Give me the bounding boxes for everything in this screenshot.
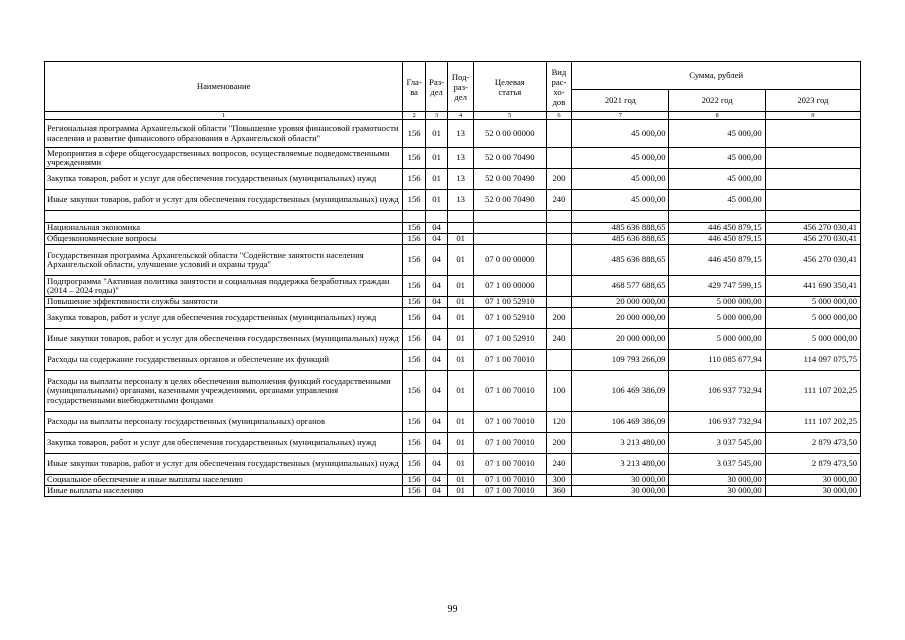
row-glava-cell: 156 [403,454,426,475]
row-2022-amount: 5 000 000,00 [669,308,765,329]
row-vid-cell [546,276,572,297]
row-2021-amount: 3 213 480,00 [572,433,669,454]
row-2023-amount [765,169,860,190]
row-2022-amount: 110 085 677,94 [669,350,765,371]
header-podrazdel-text: Под- раз- дел [451,71,470,102]
table-row [45,329,861,350]
row-target-cell: 07 1 00 70010 [473,371,546,412]
header-podrazdel [448,62,474,112]
column-number: 2 [403,112,426,120]
row-podrazdel-cell: 13 [448,169,474,190]
row-target-cell: 07 0 00 00000 [473,245,546,276]
row-podrazdel-cell: 01 [448,433,474,454]
row-name-cell: Подпрограмма "Активная политика занятости и социальная поддержка безработных граждан (2014 – 2024 годы)" [45,276,403,297]
column-number-row [45,112,861,120]
row-name-cell: Иные закупки товаров, работ и услуг для обеспечения государственных (муниципальных) нужд [45,190,403,211]
row-razdel-cell: 04 [425,329,448,350]
row-2022-amount: 5 000 000,00 [669,297,765,308]
row-razdel-cell: 04 [425,308,448,329]
table-row [45,475,861,486]
row-razdel-cell: 04 [425,412,448,433]
row-name-cell: Повышение эффективности службы занятости [45,297,403,308]
budget-table-page [44,61,861,497]
row-vid-cell: 100 [546,371,572,412]
row-2021-amount: 485 636 888,65 [572,223,669,234]
row-2023-amount [765,190,860,211]
row-2023-amount: 456 270 030,41 [765,223,860,234]
row-glava-cell [403,211,426,223]
row-2021-amount: 468 577 688,65 [572,276,669,297]
row-vid-cell: 300 [546,475,572,486]
header-target [473,62,546,112]
header-vid-text: Вид рас- хо- дов [551,66,567,107]
row-vid-cell: 120 [546,412,572,433]
row-glava-cell: 156 [403,371,426,412]
row-razdel-cell: 04 [425,276,448,297]
row-glava-cell: 156 [403,276,426,297]
row-vid-cell: 200 [546,308,572,329]
row-2022-amount: 45 000,00 [669,148,765,169]
row-podrazdel-cell: 01 [448,412,474,433]
row-2023-amount: 441 690 350,41 [765,276,860,297]
row-name-cell: Закупка товаров, работ и услуг для обеспечения государственных (муниципальных) нужд [45,308,403,329]
row-2021-amount: 106 469 386,09 [572,371,669,412]
row-glava-cell: 156 [403,223,426,234]
row-2023-amount [765,120,860,148]
row-name-cell: Закупка товаров, работ и услуг для обеспечения государственных (муниципальных) нужд [45,169,403,190]
row-razdel-cell: 01 [425,120,448,148]
table-row [45,412,861,433]
row-vid-cell [546,120,572,148]
row-razdel-cell: 04 [425,245,448,276]
column-number: 4 [448,112,474,120]
table-row [45,486,861,497]
row-podrazdel-cell: 01 [448,454,474,475]
row-2021-amount [572,211,669,223]
row-target-cell: 07 1 00 70010 [473,486,546,497]
row-glava-cell: 156 [403,245,426,276]
row-vid-cell [546,211,572,223]
row-2023-amount: 2 879 473,50 [765,454,860,475]
row-target-cell: 07 1 00 70010 [473,433,546,454]
row-vid-cell: 200 [546,169,572,190]
row-podrazdel-cell: 01 [448,371,474,412]
row-2022-amount [669,211,765,223]
header-sum: Сумма, рублей [572,62,861,90]
column-number: 7 [572,112,669,120]
row-2022-amount: 45 000,00 [669,120,765,148]
row-2023-amount: 111 107 202,25 [765,371,860,412]
table-row [45,190,861,211]
row-target-cell: 07 1 00 52910 [473,297,546,308]
row-2021-amount: 485 636 888,65 [572,245,669,276]
row-2023-amount [765,211,860,223]
column-number: 9 [765,112,860,120]
row-podrazdel-cell: 13 [448,120,474,148]
row-target-cell: 07 1 00 70010 [473,412,546,433]
row-2023-amount: 5 000 000,00 [765,297,860,308]
row-2021-amount: 20 000 000,00 [572,308,669,329]
table-row [45,433,861,454]
row-podrazdel-cell: 01 [448,276,474,297]
row-name-cell [45,211,403,223]
table-row [45,120,861,148]
row-2021-amount: 45 000,00 [572,190,669,211]
row-glava-cell: 156 [403,412,426,433]
row-razdel-cell: 04 [425,433,448,454]
header-vid [546,62,572,112]
row-name-cell: Региональная программа Архангельской области "Повышение уровня финансовой грамотности населения и развитие финансового образования в Архангельской области" [45,120,403,148]
row-glava-cell: 156 [403,433,426,454]
row-glava-cell: 156 [403,120,426,148]
row-vid-cell: 200 [546,433,572,454]
table-row [45,211,861,223]
row-vid-cell [546,245,572,276]
row-2022-amount: 446 450 879,15 [669,234,765,245]
row-razdel-cell: 04 [425,454,448,475]
row-razdel-cell: 04 [425,297,448,308]
row-vid-cell: 240 [546,329,572,350]
table-row [45,276,861,297]
row-target-cell: 07 1 00 00000 [473,276,546,297]
row-name-cell: Расходы на выплаты персоналу государственных (муниципальных) органов [45,412,403,433]
row-2023-amount [765,148,860,169]
row-2022-amount: 5 000 000,00 [669,329,765,350]
table-row [45,223,861,234]
row-podrazdel-cell: 13 [448,190,474,211]
budget-table [44,61,861,497]
row-2022-amount: 3 037 545,00 [669,454,765,475]
row-podrazdel-cell: 01 [448,297,474,308]
row-target-cell [473,223,546,234]
row-glava-cell: 156 [403,308,426,329]
row-podrazdel-cell: 01 [448,475,474,486]
table-row [45,297,861,308]
column-number: 3 [425,112,448,120]
column-number: 8 [669,112,765,120]
table-row [45,454,861,475]
row-razdel-cell [425,211,448,223]
row-name-cell: Расходы на содержание государственных органов и обеспечение их функций [45,350,403,371]
row-2021-amount: 30 000,00 [572,486,669,497]
row-2022-amount: 106 937 732,94 [669,412,765,433]
row-2021-amount: 45 000,00 [572,120,669,148]
row-podrazdel-cell: 01 [448,308,474,329]
row-2023-amount: 5 000 000,00 [765,308,860,329]
row-razdel-cell: 04 [425,486,448,497]
row-target-cell [473,211,546,223]
row-2021-amount: 30 000,00 [572,475,669,486]
row-2023-amount: 30 000,00 [765,486,860,497]
row-glava-cell: 156 [403,169,426,190]
row-2022-amount: 429 747 599,15 [669,276,765,297]
row-razdel-cell: 04 [425,350,448,371]
row-2022-amount: 446 450 879,15 [669,223,765,234]
row-name-cell: Иные закупки товаров, работ и услуг для обеспечения государственных (муниципальных) нужд [45,454,403,475]
row-razdel-cell: 04 [425,223,448,234]
row-2021-amount: 106 469 386,09 [572,412,669,433]
row-vid-cell: 240 [546,454,572,475]
row-2021-amount: 485 636 888,65 [572,234,669,245]
table-row [45,234,861,245]
table-row [45,169,861,190]
row-podrazdel-cell [448,223,474,234]
row-razdel-cell: 04 [425,371,448,412]
table-row [45,308,861,329]
row-2023-amount: 114 097 075,75 [765,350,860,371]
page-number: 99 [447,604,458,615]
row-2023-amount: 5 000 000,00 [765,329,860,350]
header-razdel [425,62,448,112]
table-row [45,148,861,169]
row-2021-amount: 45 000,00 [572,148,669,169]
header-name: Наименование [45,62,403,112]
header-glava-text: Гла- ва [406,76,422,97]
row-target-cell: 52 0 00 70490 [473,169,546,190]
table-row [45,371,861,412]
row-target-cell: 52 0 00 00000 [473,120,546,148]
row-glava-cell: 156 [403,486,426,497]
column-number: 5 [473,112,546,120]
row-target-cell: 52 0 00 70490 [473,148,546,169]
row-glava-cell: 156 [403,234,426,245]
header-2023: 2023 год [765,90,860,112]
row-glava-cell: 156 [403,350,426,371]
header-2022: 2022 год [669,90,765,112]
table-row [45,245,861,276]
row-target-cell [473,234,546,245]
row-2022-amount: 45 000,00 [669,190,765,211]
row-glava-cell: 156 [403,475,426,486]
table-row [45,350,861,371]
row-vid-cell [546,223,572,234]
row-2023-amount: 2 879 473,50 [765,433,860,454]
row-name-cell: Иные выплаты населению [45,486,403,497]
row-razdel-cell: 01 [425,148,448,169]
row-podrazdel-cell: 01 [448,234,474,245]
row-razdel-cell: 01 [425,169,448,190]
row-vid-cell [546,148,572,169]
table-body [45,112,861,497]
header-target-text: Целевая статья [494,76,525,97]
row-razdel-cell: 04 [425,475,448,486]
header-razdel-text: Раз- дел [429,76,445,97]
row-2022-amount: 30 000,00 [669,486,765,497]
row-glava-cell: 156 [403,148,426,169]
row-name-cell: Государственная программа Архангельской области "Содействие занятости населения Архангельской области, улучшение условий и охраны труда" [45,245,403,276]
row-razdel-cell: 01 [425,190,448,211]
row-2023-amount: 456 270 030,41 [765,234,860,245]
row-name-cell: Мероприятия в сфере общегосударственных вопросов, осуществляемые подведомственными учреждениями [45,148,403,169]
row-2023-amount: 30 000,00 [765,475,860,486]
row-vid-cell [546,234,572,245]
row-podrazdel-cell [448,211,474,223]
row-target-cell: 07 1 00 70010 [473,475,546,486]
row-name-cell: Расходы на выплаты персоналу в целях обеспечения выполнения функций государственными (муниципальными) органами, казенными учреждениями, органами управления государственными внебюджетными фондами [45,371,403,412]
row-2022-amount: 446 450 879,15 [669,245,765,276]
row-podrazdel-cell: 13 [448,148,474,169]
row-vid-cell: 240 [546,190,572,211]
row-2022-amount: 45 000,00 [669,169,765,190]
row-2021-amount: 20 000 000,00 [572,329,669,350]
row-2021-amount: 45 000,00 [572,169,669,190]
row-2022-amount: 30 000,00 [669,475,765,486]
row-2021-amount: 3 213 480,00 [572,454,669,475]
row-2023-amount: 111 107 202,25 [765,412,860,433]
row-2022-amount: 106 937 732,94 [669,371,765,412]
header-2021: 2021 год [572,90,669,112]
row-podrazdel-cell: 01 [448,486,474,497]
row-vid-cell [546,350,572,371]
row-name-cell: Социальное обеспечение и иные выплаты населению [45,475,403,486]
row-target-cell: 07 1 00 70010 [473,350,546,371]
header-glava [403,62,426,112]
row-glava-cell: 156 [403,329,426,350]
column-number: 6 [546,112,572,120]
row-2023-amount: 456 270 030,41 [765,245,860,276]
row-target-cell: 07 1 00 70010 [473,454,546,475]
row-vid-cell: 360 [546,486,572,497]
row-name-cell: Иные закупки товаров, работ и услуг для обеспечения государственных (муниципальных) нужд [45,329,403,350]
row-2021-amount: 109 793 266,09 [572,350,669,371]
row-target-cell: 07 1 00 52910 [473,308,546,329]
row-name-cell: Национальная экономика [45,223,403,234]
row-2021-amount: 20 000 000,00 [572,297,669,308]
row-podrazdel-cell: 01 [448,329,474,350]
row-razdel-cell: 04 [425,234,448,245]
row-podrazdel-cell: 01 [448,245,474,276]
row-2022-amount: 3 037 545,00 [669,433,765,454]
row-glava-cell: 156 [403,190,426,211]
row-name-cell: Закупка товаров, работ и услуг для обеспечения государственных (муниципальных) нужд [45,433,403,454]
row-target-cell: 07 1 00 52910 [473,329,546,350]
row-glava-cell: 156 [403,297,426,308]
column-number: 1 [45,112,403,120]
row-target-cell: 52 0 00 70490 [473,190,546,211]
row-vid-cell [546,297,572,308]
row-name-cell: Общеэкономические вопросы [45,234,403,245]
row-podrazdel-cell: 01 [448,350,474,371]
